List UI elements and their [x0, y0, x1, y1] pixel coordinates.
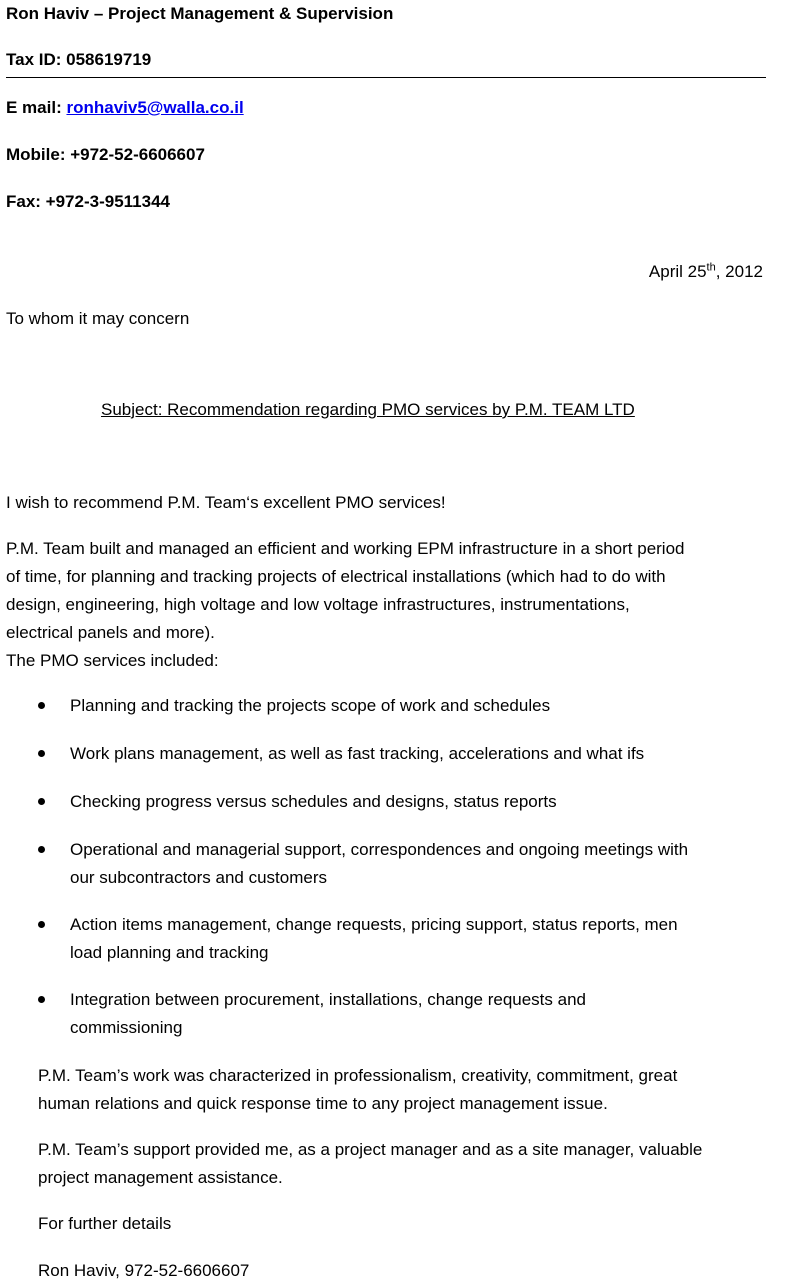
list-item-text: [70, 986, 770, 1042]
bullet-icon: [38, 702, 45, 709]
further-details: For further details: [38, 1214, 172, 1233]
closing-paragraph-1: [38, 1062, 778, 1118]
list-item-line: our subcontractors and customers: [70, 868, 328, 887]
date-year: , 2012: [715, 262, 763, 281]
closing-line: P.M. Team’s work was characterized in professionalism, creativity, commitment, great: [38, 1066, 678, 1085]
list-item-text: [70, 692, 770, 720]
list-item-line: Action items management, change requests, pricing support, status reports, men: [70, 915, 678, 934]
list-item-text: [70, 740, 770, 768]
date-suffix: th: [706, 261, 716, 274]
header-divider: [6, 77, 766, 78]
mobile-line: Mobile: +972-52-6606607: [6, 145, 205, 164]
closing-line: P.M. Team’s support provided me, as a project manager and as a site manager, valuable: [38, 1140, 703, 1159]
closing-line: human relations and quick response time to any project management issue.: [38, 1094, 608, 1113]
letterhead-name: Ron Haviv – Project Management & Supervision: [6, 4, 394, 23]
fax-line: Fax: +972-3-9511344: [6, 192, 170, 211]
letter-date: [649, 262, 763, 282]
email-line: [6, 98, 244, 118]
bullet-icon: [38, 846, 45, 853]
body-line: of time, for planning and tracking projects of electrical installations (which had to do with: [6, 567, 666, 586]
closing-line: project management assistance.: [38, 1168, 283, 1187]
bullet-icon: [38, 921, 45, 928]
body-line: P.M. Team built and managed an efficient and working EPM infrastructure in a short period: [6, 539, 685, 558]
list-item-line: Integration between procurement, installations, change requests and: [70, 990, 586, 1009]
signature: Ron Haviv, 972-52-6606607: [38, 1261, 250, 1280]
list-item-line: Operational and managerial support, correspondences and ongoing meetings with: [70, 840, 689, 859]
body-line: The PMO services included:: [6, 651, 219, 670]
body-line: electrical panels and more).: [6, 623, 215, 642]
list-item-text: [70, 836, 770, 892]
bullet-icon: [38, 996, 45, 1003]
tax-id: Tax ID: 058619719: [6, 50, 152, 69]
list-item-line: Planning and tracking the projects scope of work and schedules: [70, 696, 551, 715]
bullet-icon: [38, 750, 45, 757]
intro-sentence: I wish to recommend P.M. Team‘s excellent PMO services!: [6, 493, 446, 512]
body-paragraph: [6, 535, 786, 675]
date-month-day: April 25: [648, 262, 707, 281]
list-item-text: [70, 911, 770, 967]
salutation: To whom it may concern: [6, 309, 190, 328]
email-label: E mail:: [6, 98, 67, 117]
body-line: design, engineering, high voltage and low voltage infrastructures, instrumentations,: [6, 595, 630, 614]
subject-line: Subject: Recommendation regarding PMO services by P.M. TEAM LTD: [101, 400, 635, 419]
list-item-line: commissioning: [70, 1018, 183, 1037]
list-item-text: [70, 788, 770, 816]
email-link[interactable]: ronhaviv5@walla.co.il: [66, 98, 244, 117]
list-item-line: load planning and tracking: [70, 943, 269, 962]
list-item-line: Work plans management, as well as fast tracking, accelerations and what ifs: [70, 744, 645, 763]
list-item-line: Checking progress versus schedules and designs, status reports: [70, 792, 557, 811]
bullet-icon: [38, 798, 45, 805]
closing-paragraph-2: [38, 1136, 778, 1192]
